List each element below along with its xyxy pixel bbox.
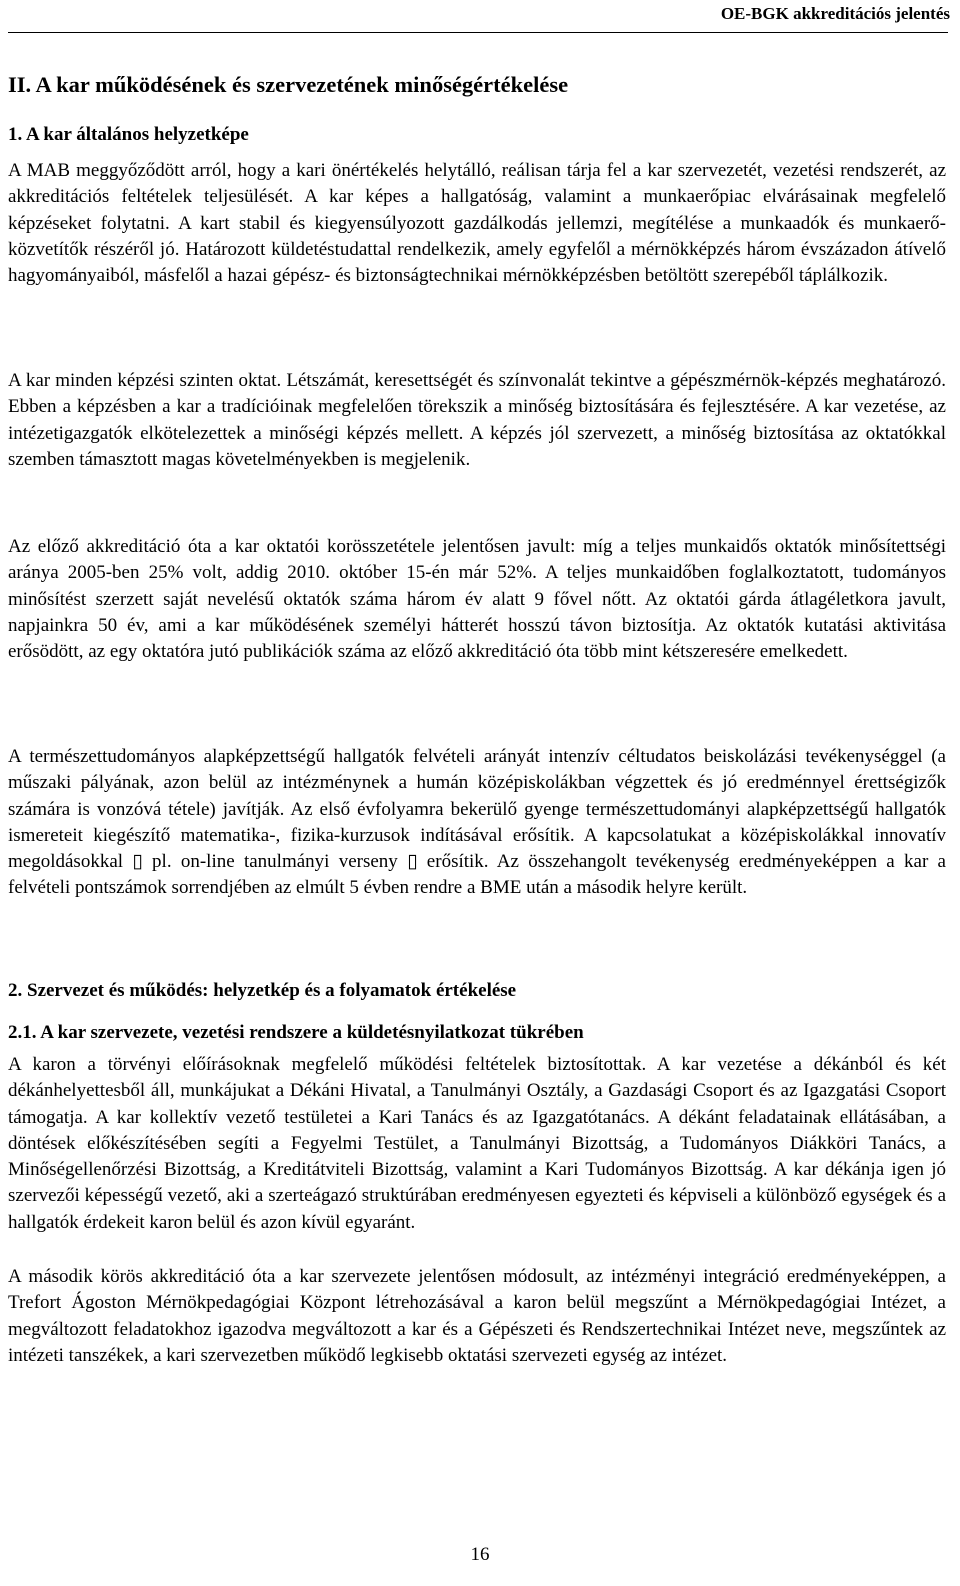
paragraph-1: A MAB meggyőződött arról, hogy a kari önértékelés helytálló, reálisan tárja fel a kar szervezetét, vezetési rendszerét, az akkreditációs feltételek teljesülését. A kar képes a hallgatóság, valamint a munkaerőpiac elvárásainak megfelelő képzéseket folytatni. A kart stabil és kiegyensúlyozott gazdálkodás jellemzi, megítélése a munkaadók és munkaerő-közvetítők részéről jó. Határozott küldetéstudattal rendelkezik, amely egyfelől a mérnökképzés három évszázadon átívelő hagyományaiból, másfelől a hazai gépész- és biztonságtechnikai mérnökképzésben betöltött szerepéből táplálkozik. xyxy=(8,160,946,287)
paragraph-4: A természettudományos alapképzettségű hallgatók felvételi arányát intenzív céltudatos beiskolázási tevékenységgel (a műszaki pályának, azon belül az intézménynek a humán középiskolákban végzettek és jó eredménnyel érettségizők számára is vonzóvá tétele) javítják. Az első évfolyamra bekerülő gyenge természettudományi alapképzettségű hallgatók ismereteit kiegészítő matematika-, fizika-kurzusok indításával erősítik. A kapcsolatukat a középiskolákkal innovatív megoldásokkal ▯ pl. on-line tanulmányi verseny ▯ erősítik. Az összehangolt tevékenység eredményeképpen a kar a felvételi pontszámok sorrendjében az elmúlt 5 évben rendre a BME után a második helyre került. xyxy=(8,746,946,899)
header-rule xyxy=(8,32,948,33)
subsection-2-1-title: 2.1. A kar szervezete, vezetési rendszere a küldetésnyilatkozat tükrében xyxy=(8,1022,584,1043)
running-head: OE-BGK akkreditációs jelentés xyxy=(720,4,950,23)
section-title: II. A kar működésének és szervezetének minőségértékelése xyxy=(8,72,569,97)
page-number: 16 xyxy=(470,1544,490,1565)
paragraph-3: Az előző akkreditáció óta a kar oktatói korösszetétele jelentősen javult: míg a teljes munkaidős oktatók minősítettségi aránya 2005-ben 25% volt, addig 2010. október 15-én már 52%. A teljes munkaidőben foglalkoztatott, tudományos minősítést szerzett saját nevelésű oktatók száma három év alatt 9 fővel nőtt. Az oktatói gárda átlagéletkora javult, napjainkra 50 év, ami a kar működésének személyi hátterét hosszú távon biztosítja. Az oktatók kutatási aktivitása erősödött, az egy oktatóra jutó publikációk száma az előző akkreditáció óta több mint kétszeresére emelkedett. xyxy=(8,536,946,663)
subsection-2-title: 2. Szervezet és működés: helyzetkép és a folyamatok értékelése xyxy=(8,980,517,1001)
paragraph-2: A kar minden képzési szinten oktat. Létszámát, keresettségét és színvonalát tekintve a gépészmérnök-képzés meghatározó. Ebben a képzésben a kar a tradícióinak megfelelően törekszik a minőség biztosítására és fejlesztésére. A kar vezetése, az intézetigazgatók elkötelezettek a minőségi képzés mellett. A képzés jól szervezett, a minőség biztosítása az oktatókkal szemben támasztott magas követelményekben is megjelenik. xyxy=(8,370,946,470)
paragraph-5: A karon a törvényi előírásoknak megfelelő működési feltételek biztosítottak. A kar vezetése a dékánból és két dékánhelyettesből áll, munkájukat a Dékáni Hivatal, a Tanulmányi Osztály, a Gazdasági Csoport és az Igazgatási Csoport támogatja. A kar kollektív vezető testületei a Kari Tanács és az Igazgatótanács. A dékánt feladatainak ellátásában, a döntések előkészítésében segíti a Fegyelmi Testület, a Tanulmányi Bizottság, a Tudományos Diákköri Tanács, a Minőségellenőrzési Bizottság, a Kreditátviteli Bizottság, valamint a Kari Tudományos Bizottság. A kar dékánja igen jó szervezői képességű vezető, aki a szerteágazó struktúrában eredményesen egyezteti és képviseli a különböző egységek és a hallgatók érdekeit karon belül és azon kívül egyaránt. xyxy=(8,1054,946,1233)
subsection-1-title: 1. A kar általános helyzetképe xyxy=(8,124,249,145)
paragraph-6: A második körös akkreditáció óta a kar szervezete jelentősen módosult, az intézményi integráció eredményeképpen, a Trefort Ágoston Mérnökpedagógiai Központ létrehozásával a karon belül megszűnt a Mérnökpedagógiai Intézet, a megváltozott feladatokhoz igazodva megváltozott a kar és a Gépészeti és Rendszertechnikai Intézet neve, megszűntek az intézeti tanszékek, a kari szervezetben működő legkisebb oktatási szervezeti egység az intézet. xyxy=(8,1266,946,1366)
